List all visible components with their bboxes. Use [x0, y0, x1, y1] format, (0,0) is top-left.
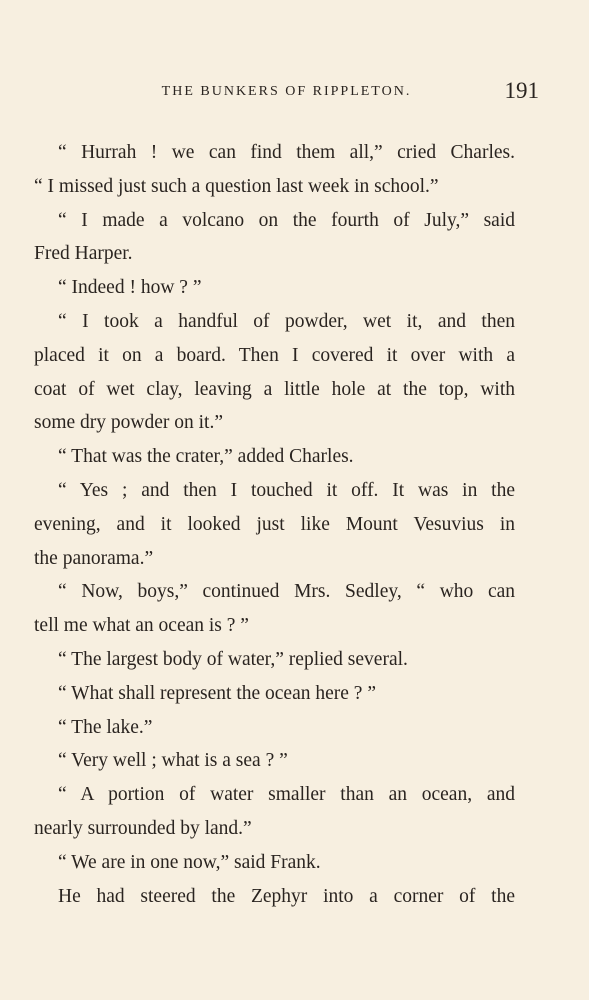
- text-line: “ That was the crater,” added Charles.: [58, 446, 354, 468]
- text-line: “ I made a volcano on the fourth of July,” said: [58, 209, 515, 231]
- text-line: “ Now, boys,” continued Mrs. Sedley, “ who can: [58, 581, 515, 603]
- page-number: 191: [504, 78, 539, 103]
- text-line: nearly surrounded by land.”: [34, 817, 252, 839]
- text-line: some dry powder on it.”: [34, 412, 224, 434]
- text-line: coat of wet clay, leaving a little hole at the top, with: [34, 378, 515, 400]
- text-line: placed it on a board. Then I covered it over with a: [34, 344, 515, 366]
- text-line: “ The largest body of water,” replied several.: [58, 648, 408, 670]
- text-line: “ Very well ; what is a sea ? ”: [58, 750, 288, 772]
- page-header: [34, 78, 539, 108]
- text-line: “ What shall represent the ocean here ? ”: [58, 682, 376, 704]
- text-line: “ I took a handful of powder, wet it, and then: [58, 310, 515, 332]
- text-line: tell me what an ocean is ? ”: [34, 615, 249, 637]
- text-line: “ A portion of water smaller than an ocean, and: [58, 784, 515, 806]
- text-line: “ We are in one now,” said Frank.: [58, 851, 321, 873]
- text-line: “ Yes ; and then I touched it off. It was in the: [58, 479, 515, 501]
- text-line: evening, and it looked just like Mount Vesuvius in: [34, 513, 515, 535]
- text-line: “ The lake.”: [58, 716, 153, 738]
- text-line: Fred Harper.: [34, 243, 133, 265]
- text-line: He had steered the Zephyr into a corner of the: [58, 885, 515, 907]
- text-line: “ Indeed ! how ? ”: [58, 277, 202, 299]
- running-title: THE BUNKERS OF RIPPLETON.: [161, 84, 412, 99]
- text-line: “ Hurrah ! we can find them all,” cried Charles.: [58, 142, 515, 163]
- text-line: the panorama.”: [34, 547, 154, 569]
- text-line: “ I missed just such a question last week in school.”: [34, 175, 439, 197]
- body-text: [34, 136, 515, 913]
